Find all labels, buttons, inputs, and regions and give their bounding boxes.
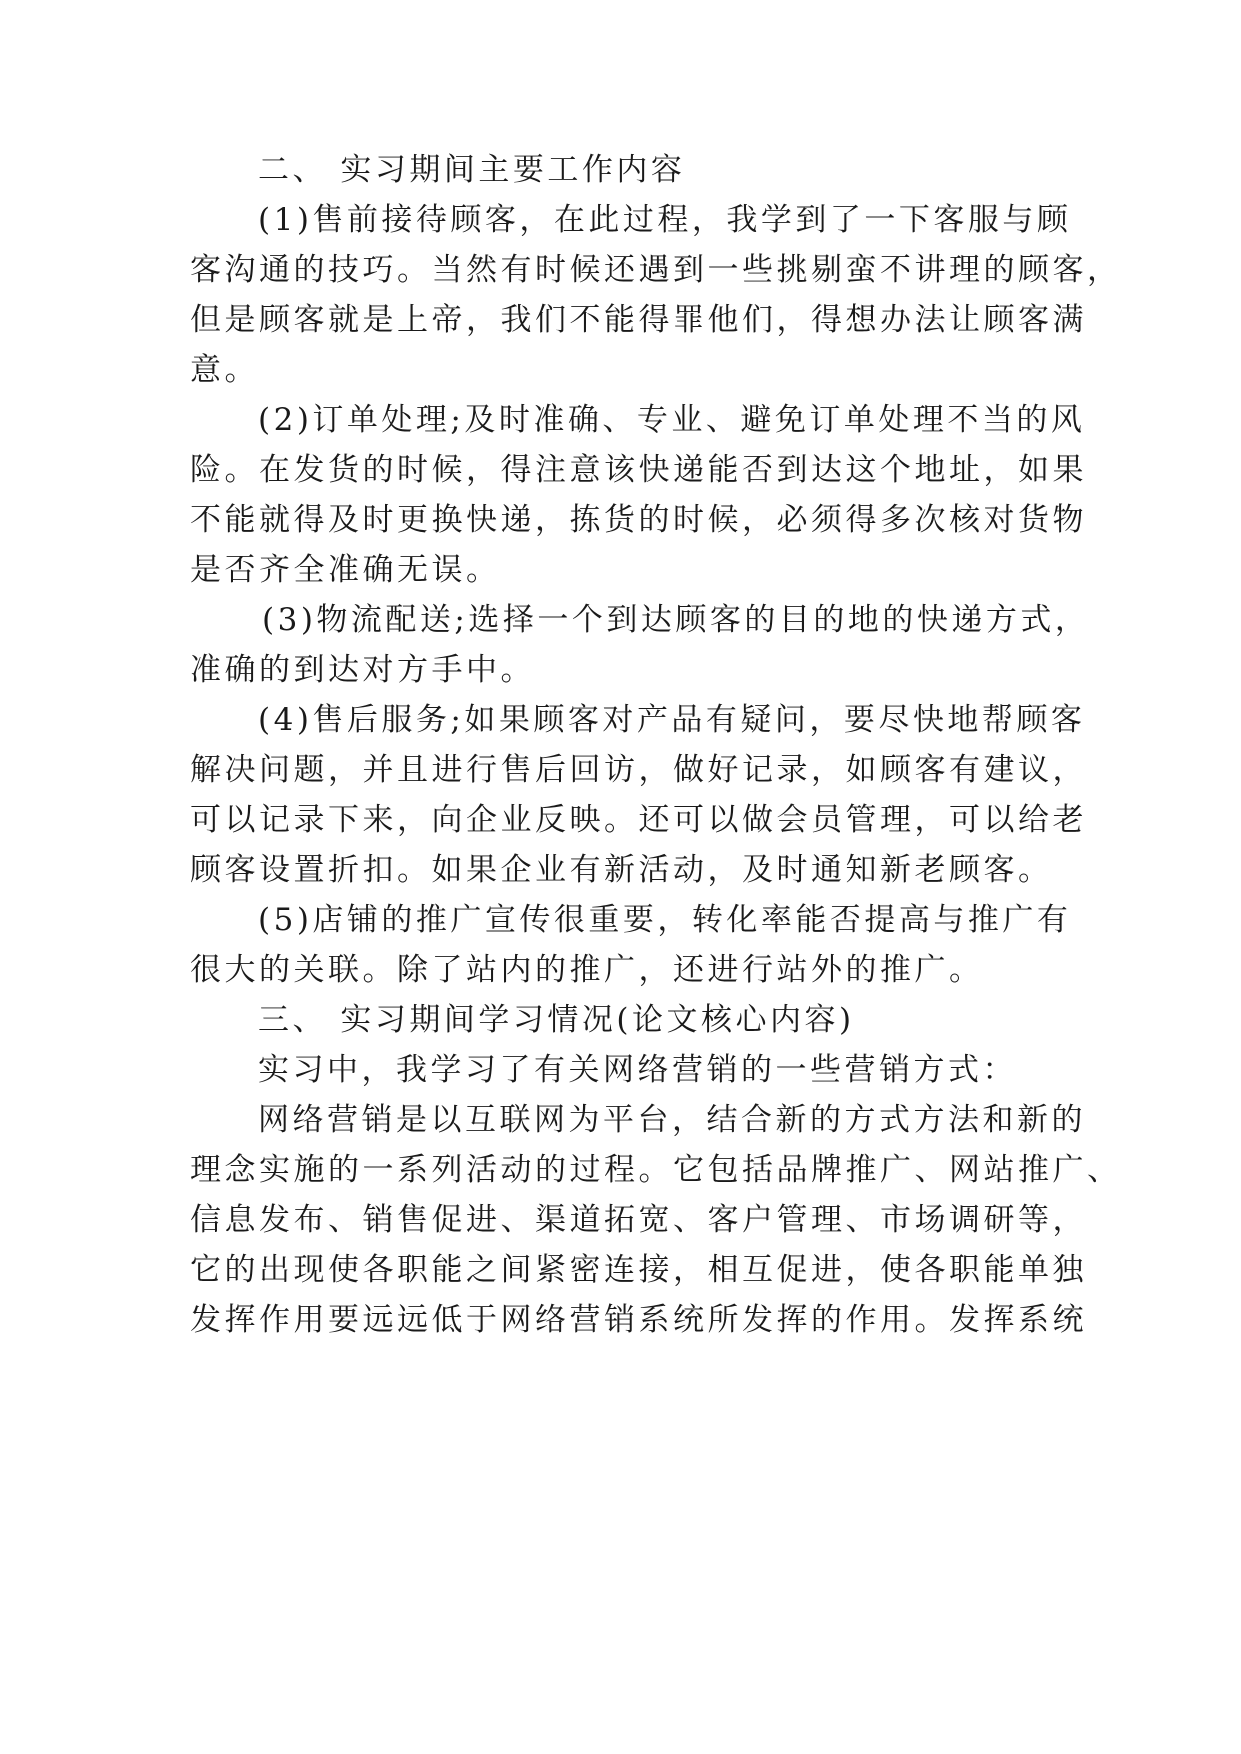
paragraph-line: (1)售前接待顾客，在此过程，我学到了一下客服与顾 (258, 202, 1072, 238)
paragraph-line: 信息发布、销售促进、渠道拓宽、客户管理、市场调研等， (190, 1202, 1087, 1238)
paragraph-line: 意。 (190, 352, 259, 388)
paragraph-line: 发挥作用要远远低于网络营销系统所发挥的作用。发挥系统 (190, 1302, 1087, 1338)
paragraph-line: (3)物流配送;选择一个到达顾客的目的地的快递方式， (262, 602, 1090, 638)
paragraph-line: 很大的关联。除了站内的推广，还进行站外的推广。 (190, 952, 984, 988)
paragraph-line: (4)售后服务;如果顾客对产品有疑问，要尽快地帮顾客 (258, 702, 1086, 738)
paragraph-line: 是否齐全准确无误。 (190, 552, 501, 588)
paragraph-line: 顾客设置折扣。如果企业有新活动，及时通知新老顾客。 (190, 852, 1053, 888)
paragraph-line: 险。在发货的时候，得注意该快递能否到达这个地址，如果 (190, 452, 1087, 488)
paragraph-line: 客沟通的技巧。当然有时候还遇到一些挑剔蛮不讲理的顾客， (190, 252, 1122, 288)
paragraph-line: (2)订单处理;及时准确、专业、避免订单处理不当的风 (258, 402, 1086, 438)
paragraph-line: 理念实施的一系列活动的过程。它包括品牌推广、网站推广、 (190, 1152, 1122, 1188)
paragraph-line: 准确的到达对方手中。 (190, 652, 535, 688)
paragraph-line: 但是顾客就是上帝，我们不能得罪他们，得想办法让顾客满 (190, 302, 1087, 338)
paragraph-line: 解决问题，并且进行售后回访，做好记录，如顾客有建议， (190, 752, 1087, 788)
section-heading-3: 三、 实习期间学习情况(论文核心内容) (258, 1002, 855, 1038)
section-heading-2: 二、 实习期间主要工作内容 (258, 152, 686, 188)
paragraph-line: (5)店铺的推广宣传很重要，转化率能否提高与推广有 (258, 902, 1072, 938)
paragraph-line: 可以记录下来，向企业反映。还可以做会员管理，可以给老 (190, 802, 1087, 838)
paragraph-line: 它的出现使各职能之间紧密连接，相互促进，使各职能单独 (190, 1252, 1087, 1288)
paragraph-line: 实习中，我学习了有关网络营销的一些营销方式： (258, 1052, 1017, 1088)
paragraph-line: 网络营销是以互联网为平台，结合新的方式方法和新的 (258, 1102, 1086, 1138)
paragraph-line: 不能就得及时更换快递，拣货的时候，必须得多次核对货物 (190, 502, 1087, 538)
